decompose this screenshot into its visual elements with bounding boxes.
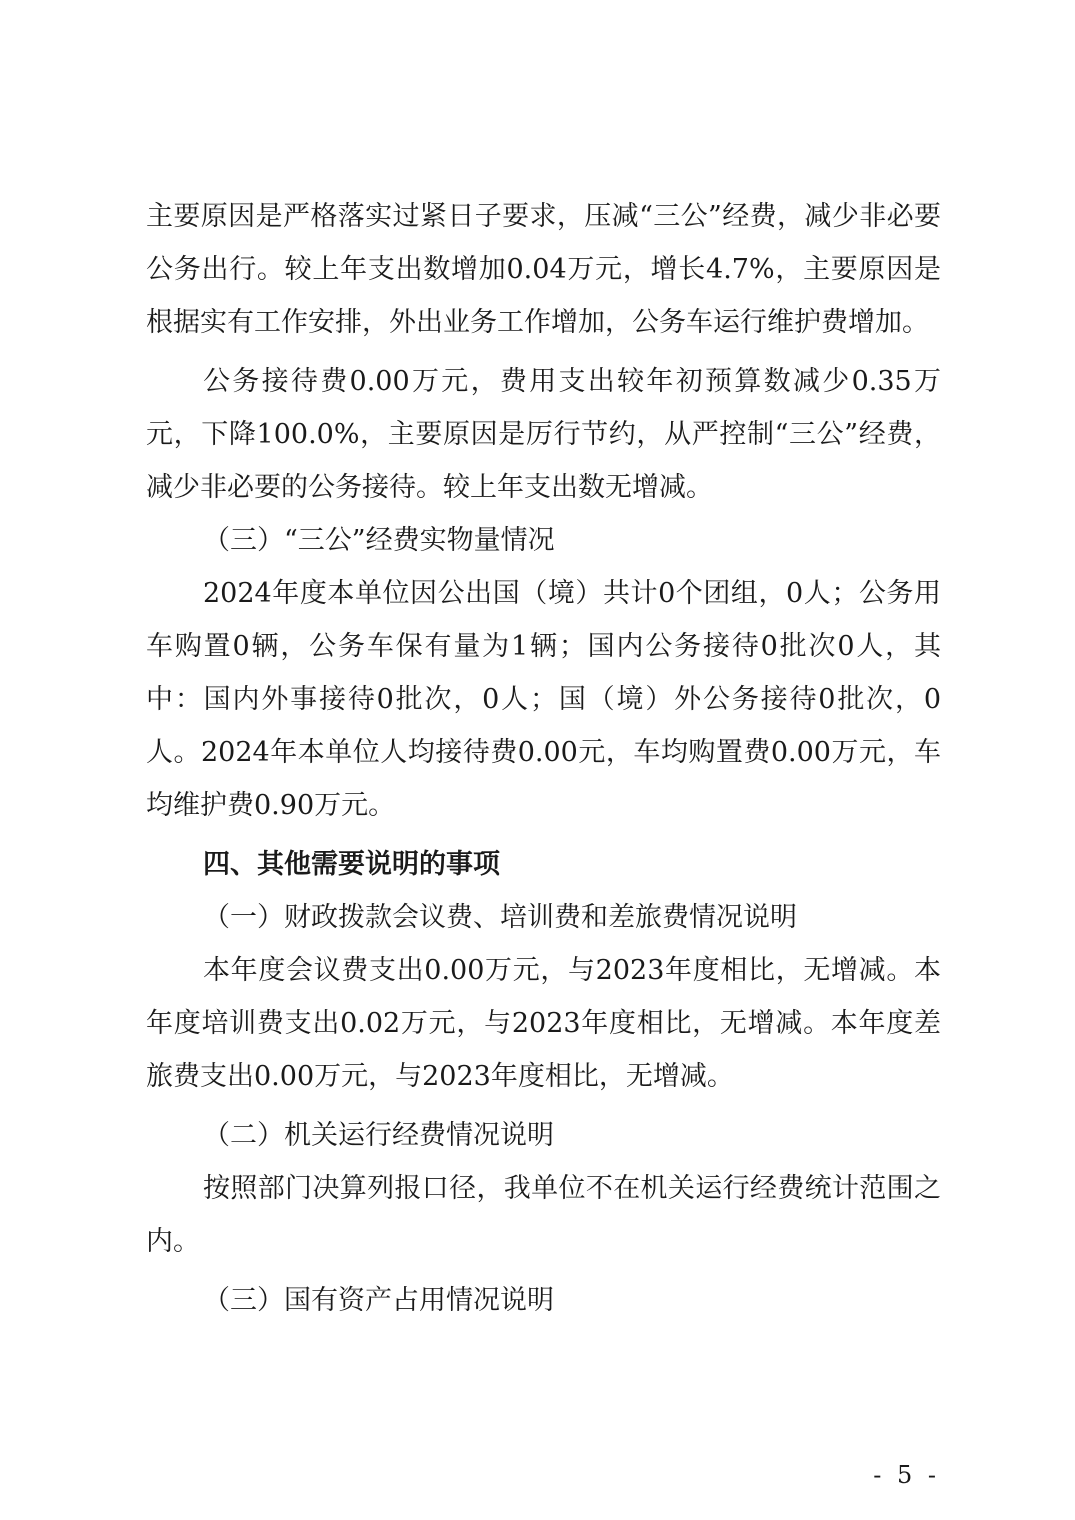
document-body <box>146 190 941 1327</box>
paragraph-three-public-quantity: 2024年度本单位因公出国（境）共计0个团组，0人；公务用车购置0辆，公务车保有量为1辆；国内公务接待0批次0人，其中：国内外事接待0批次，0人；国（境）外公务接待0批次，0人。2024年本单位人均接待费0.00元，车均购置费0.00万元，车均维护费0.90万元。 <box>146 578 941 821</box>
heading-section-four: 四、其他需要说明的事项 <box>203 849 500 880</box>
heading-three-public-quantity: （三）“三公”经费实物量情况 <box>203 525 555 556</box>
heading-agency-operating-cost: （二）机关运行经费情况说明 <box>203 1120 554 1151</box>
heading-meeting-training-travel: （一）财政拨款会议费、培训费和差旅费情况说明 <box>203 902 797 933</box>
paragraph-vehicle-cost-reason: 主要原因是严格落实过紧日子要求，压减“三公”经费，减少非必要公务出行。较上年支出数增加0.04万元，增长4.7%，主要原因是根据实有工作安排，外出业务工作增加，公务车运行维护费增加。 <box>146 201 941 338</box>
paragraph-agency-operating-cost: 按照部门决算列报口径，我单位不在机关运行经费统计范围之内。 <box>146 1173 941 1257</box>
paragraph-reception-cost: 公务接待费0.00万元，费用支出较年初预算数减少0.35万元，下降100.0%，主要原因是厉行节约，从严控制“三公”经费，减少非必要的公务接待。较上年支出数无增减。 <box>146 366 941 503</box>
heading-state-assets: （三）国有资产占用情况说明 <box>203 1285 554 1316</box>
page-number: - 5 - <box>873 1461 940 1489</box>
paragraph-meeting-training-travel: 本年度会议费支出0.00万元，与2023年度相比，无增减。本年度培训费支出0.02万元，与2023年度相比，无增减。本年度差旅费支出0.00万元，与2023年度相比，无增减。 <box>146 955 941 1092</box>
